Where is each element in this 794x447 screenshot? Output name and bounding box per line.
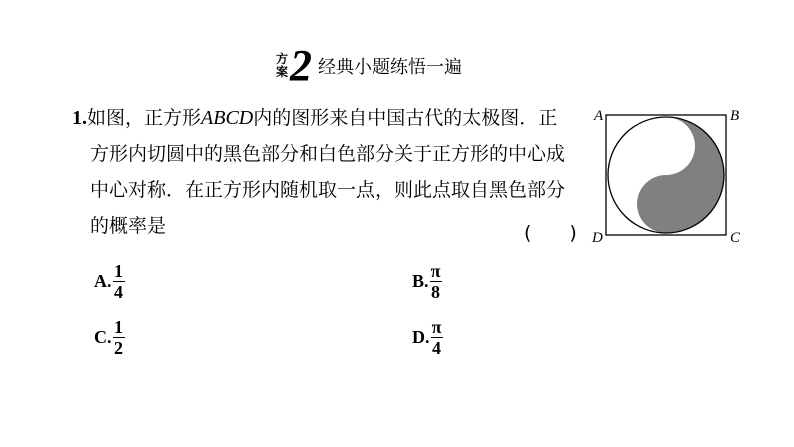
light-dot bbox=[662, 142, 671, 151]
option-a-numerator: 1 bbox=[114, 261, 123, 281]
option-a[interactable] bbox=[94, 262, 125, 301]
taiji-figure bbox=[588, 104, 748, 250]
heading-stack-bottom: 案 bbox=[276, 65, 289, 79]
question-text bbox=[72, 100, 592, 244]
option-b-numerator: π bbox=[430, 261, 441, 281]
option-d-numerator: π bbox=[431, 317, 442, 337]
vertex-d-label: D bbox=[592, 230, 603, 246]
heading-stack-top: 方 bbox=[276, 52, 289, 66]
question-line-1-a: 如图，正方形 bbox=[87, 107, 202, 129]
option-c-fraction bbox=[113, 318, 125, 357]
vertex-a-label: A bbox=[594, 108, 604, 124]
question-line-1 bbox=[72, 100, 592, 136]
taiji-diagram bbox=[588, 104, 748, 246]
question-number: 1. bbox=[72, 107, 87, 129]
square-name: ABCD bbox=[201, 107, 254, 129]
dark-dot bbox=[662, 200, 671, 209]
heading-number: 2 bbox=[290, 41, 313, 90]
option-c-letter: C. bbox=[94, 327, 112, 347]
option-c-numerator: 1 bbox=[114, 317, 123, 337]
option-c-denominator: 2 bbox=[114, 338, 123, 358]
option-c[interactable] bbox=[94, 318, 125, 357]
option-b-denominator: 8 bbox=[431, 282, 441, 302]
vertex-c-label: C bbox=[730, 230, 741, 246]
option-d-fraction bbox=[431, 318, 443, 357]
heading-title: 经典小题练悟一遍 bbox=[318, 57, 463, 78]
section-heading bbox=[276, 41, 463, 90]
option-a-letter: A. bbox=[94, 271, 112, 291]
option-d-letter: D. bbox=[412, 327, 430, 347]
answer-parentheses: ( ) bbox=[524, 222, 577, 244]
option-d-denominator: 4 bbox=[432, 338, 441, 358]
option-a-fraction bbox=[113, 262, 125, 301]
option-b-letter: B. bbox=[412, 271, 429, 291]
question-line-3: 中心对称．在正方形内随机取一点，则此点取自黑色部分 bbox=[90, 179, 566, 201]
option-a-denominator: 4 bbox=[114, 282, 123, 302]
question-line-4: 的概率是 bbox=[90, 215, 167, 237]
option-b[interactable] bbox=[412, 262, 442, 301]
heading-label-stack bbox=[276, 53, 288, 79]
vertex-b-label: B bbox=[730, 108, 740, 124]
question-line-1-b: 内的图形来自中国古代的太极图．正 bbox=[253, 107, 558, 129]
option-d[interactable] bbox=[412, 318, 443, 357]
question-line-2: 方形内切圆中的黑色部分和白色部分关于正方形的中心成 bbox=[90, 143, 566, 165]
option-b-fraction bbox=[430, 262, 442, 301]
